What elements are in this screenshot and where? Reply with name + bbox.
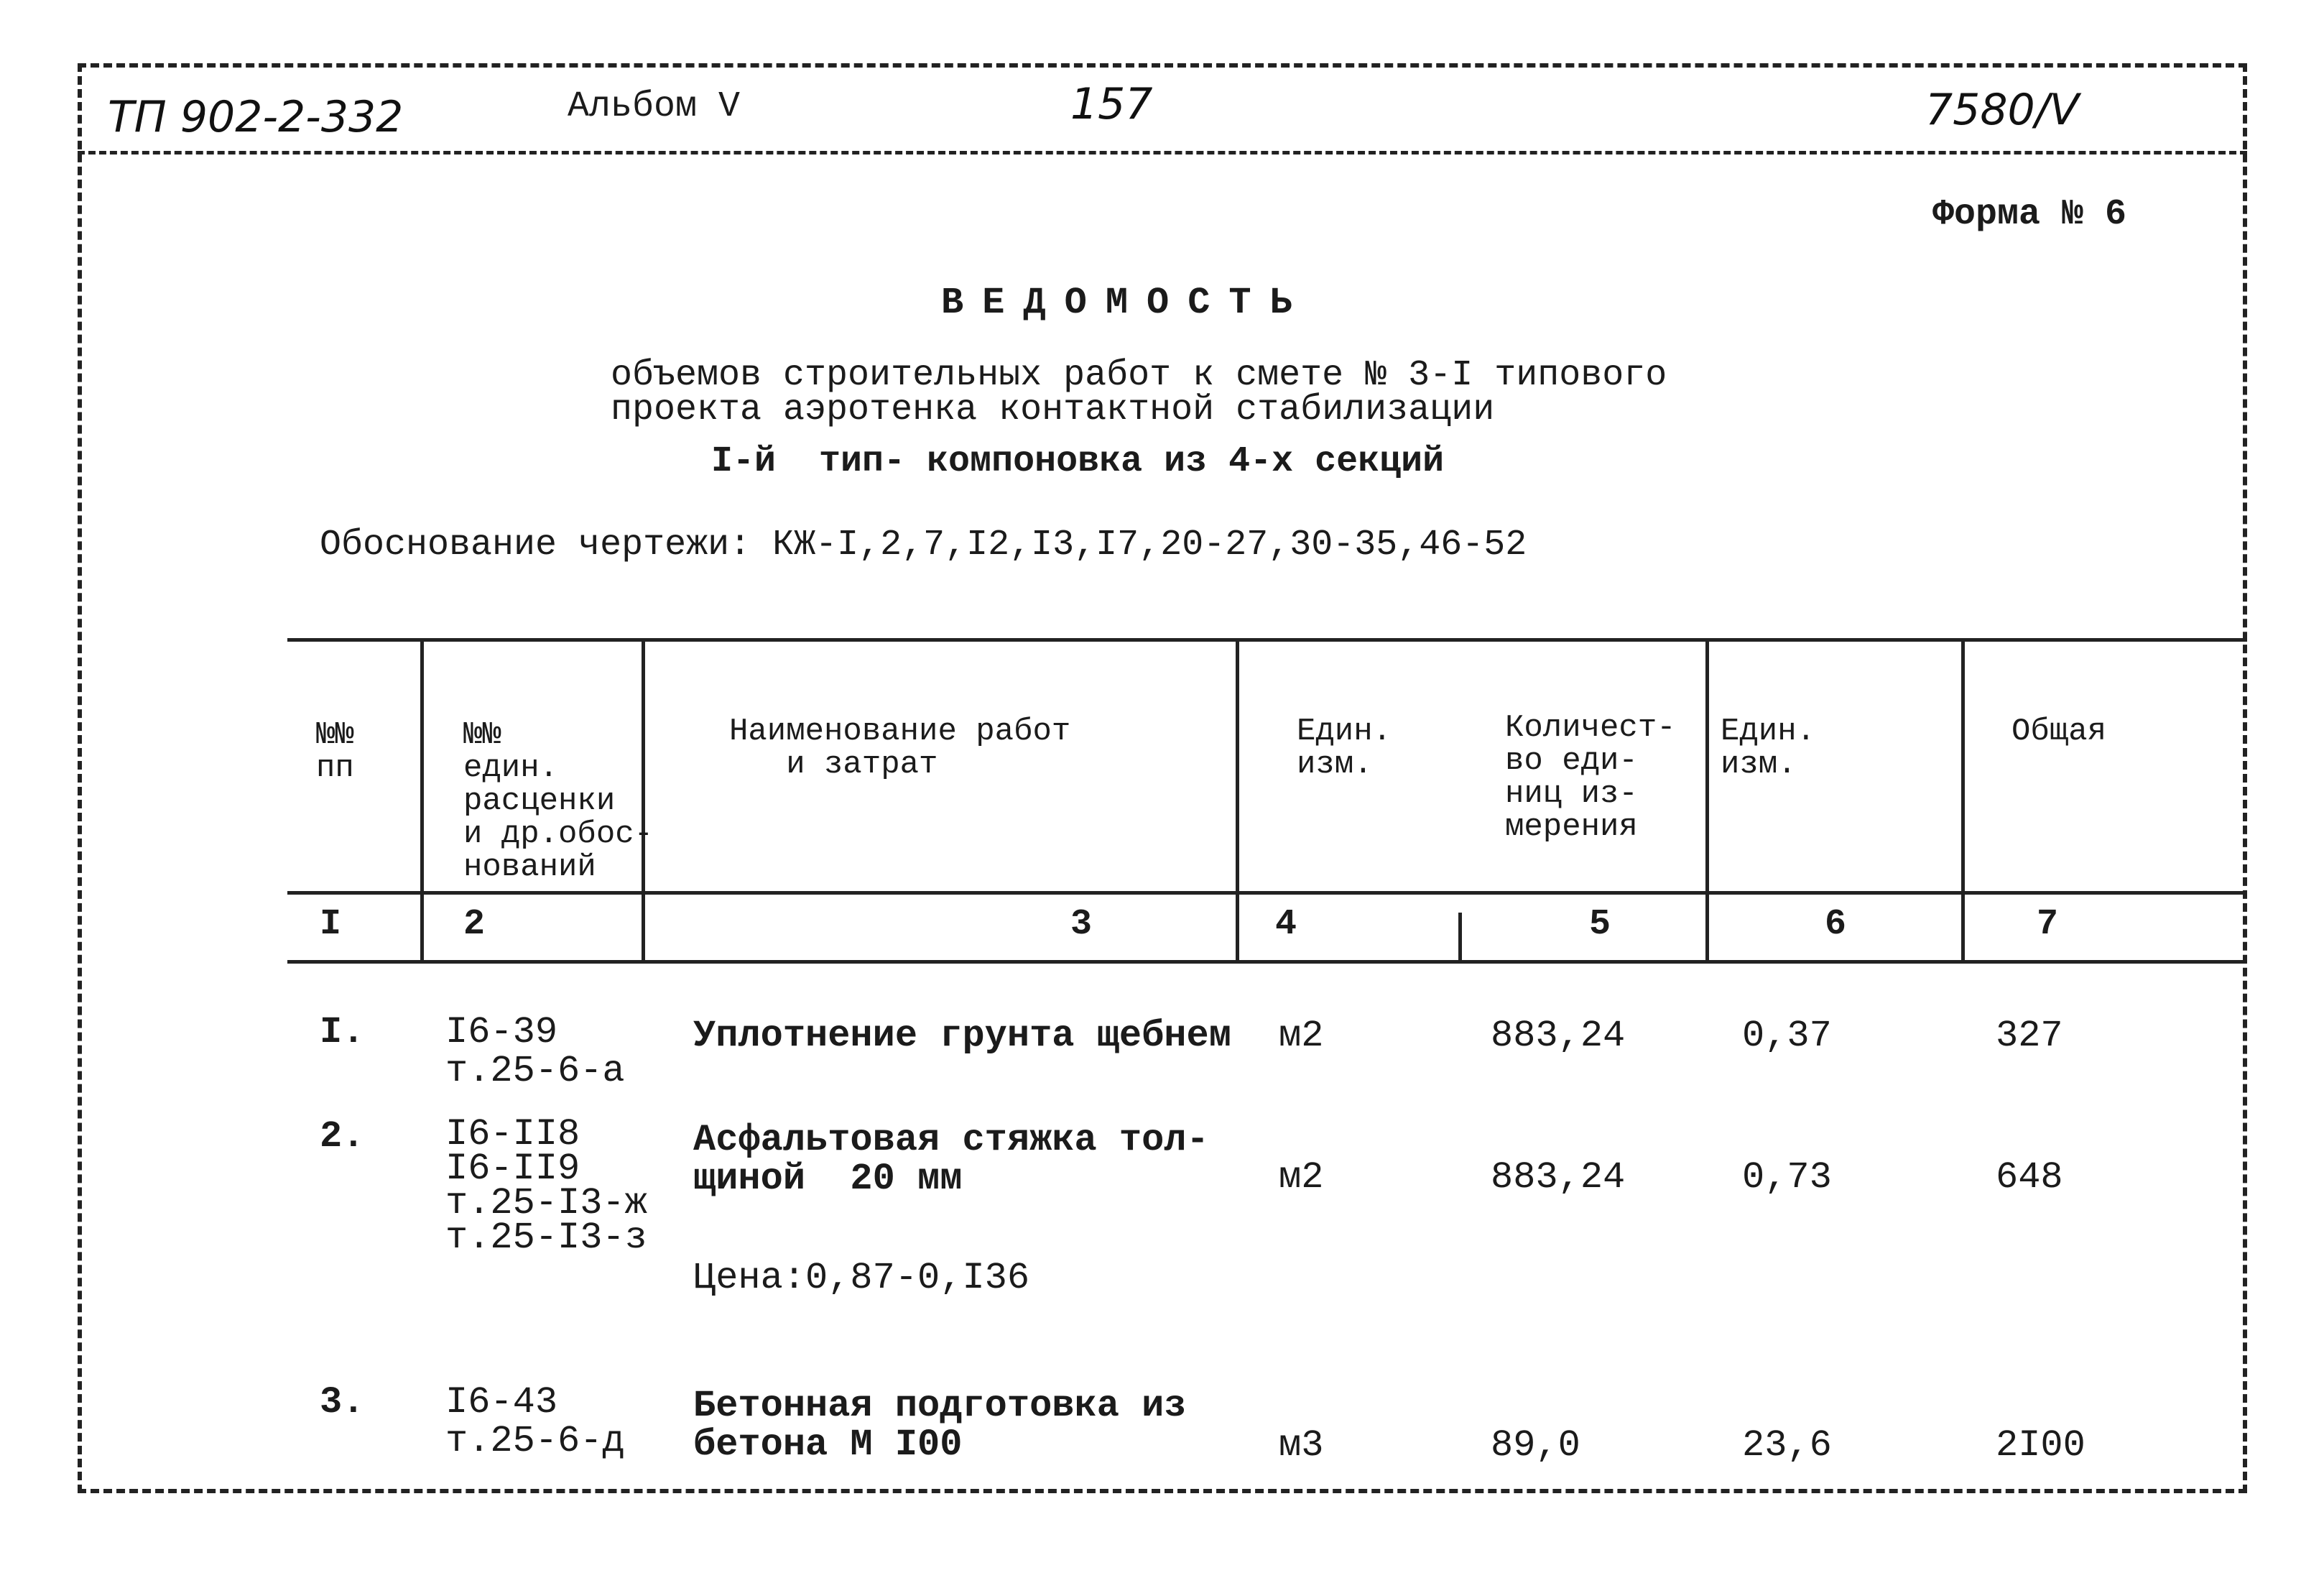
document-code: 7580/V — [1925, 85, 2079, 135]
basis-line: Обоснование чертежи: КЖ-I,2,7,I2,I3,I7,20-27,30-35,46-52 — [320, 525, 1527, 566]
header-unit: Един. изм. — [1297, 714, 1392, 783]
subtitle-line-1: объемов строительных работ к смете № 3-I типового — [611, 355, 1667, 396]
row-3-number: 3. — [320, 1381, 365, 1424]
column-number-2: 2 — [463, 904, 486, 945]
column-number-7: 7 — [2037, 904, 2059, 945]
form-label: Форма № 6 — [1932, 194, 2127, 235]
row-2-price-note: Цена:0,87-0,I36 — [693, 1257, 1030, 1299]
row-2-quantity: 883,24 — [1491, 1156, 1626, 1199]
column-number-6: 6 — [1825, 904, 1847, 945]
row-3-quantity: 89,0 — [1491, 1424, 1580, 1467]
row-3-name: Бетонная подготовка из бетона М I00 — [693, 1385, 1187, 1466]
page-frame — [78, 63, 2247, 1493]
table-top-border — [287, 638, 2247, 642]
row-1-code: I6-39 т.25-6-а — [445, 1011, 625, 1092]
row-2-unit: м2 — [1279, 1156, 1324, 1199]
column-number-4: 4 — [1275, 904, 1297, 945]
header-bottom-border — [287, 891, 2247, 895]
column-number-5: 5 — [1589, 904, 1611, 945]
header-divider — [78, 151, 2247, 154]
row-3-total: 2I00 — [1996, 1424, 2085, 1467]
header-unit-price: Един. изм. — [1721, 714, 1816, 783]
row-1-unit: м2 — [1279, 1015, 1324, 1057]
row-2-code: I6-II8 I6-II9 т.25-I3-ж т.25-I3-з — [445, 1113, 647, 1259]
row-1-quantity: 883,24 — [1491, 1015, 1626, 1057]
project-number: ТП 902-2-332 — [108, 92, 404, 142]
column-divider-6 — [1961, 638, 1965, 960]
row-1-name: Уплотнение грунта щебнем — [693, 1015, 1231, 1057]
header-work-name: Наименование работ и затрат — [729, 714, 1071, 783]
row-1-total: 327 — [1996, 1015, 2063, 1057]
column-divider-4 — [1458, 913, 1462, 960]
column-number-3: 3 — [1070, 904, 1093, 945]
row-3-code: I6-43 т.25-6-д — [445, 1381, 625, 1462]
row-1-number: I. — [320, 1011, 365, 1053]
column-divider-1 — [420, 638, 424, 960]
album-label: Альбом V — [568, 86, 741, 127]
header-quantity: Количест- во еди- ниц из- мерения — [1505, 710, 1676, 845]
header-rate-code: №№ един. расценки и др.обос- нований — [463, 717, 654, 885]
subtitle-line-2: проекта аэротенка контактной стабилизации — [611, 389, 1495, 430]
column-divider-5 — [1705, 638, 1709, 960]
document-title: ВЕДОМОСТЬ — [941, 282, 1311, 324]
row-2-price: 0,73 — [1742, 1156, 1832, 1199]
row-3-unit: м3 — [1279, 1424, 1324, 1467]
subtitle-line-3: I-й тип- компоновка из 4-х секций — [711, 441, 1445, 482]
row-2-number: 2. — [320, 1115, 365, 1158]
page-number: 157 — [1070, 79, 1153, 129]
row-2-name: Асфальтовая стяжка тол- щиной 20 мм — [693, 1119, 1209, 1200]
column-number-1: I — [320, 904, 342, 945]
row-3-price: 23,6 — [1742, 1424, 1832, 1467]
row-2-total: 648 — [1996, 1156, 2063, 1199]
header-total: Общая — [2011, 714, 2107, 749]
row-1-price: 0,37 — [1742, 1015, 1832, 1057]
column-divider-3 — [1236, 638, 1239, 960]
header-row-number: №№ пп — [316, 717, 354, 786]
column-numbers-bottom-border — [287, 960, 2247, 964]
